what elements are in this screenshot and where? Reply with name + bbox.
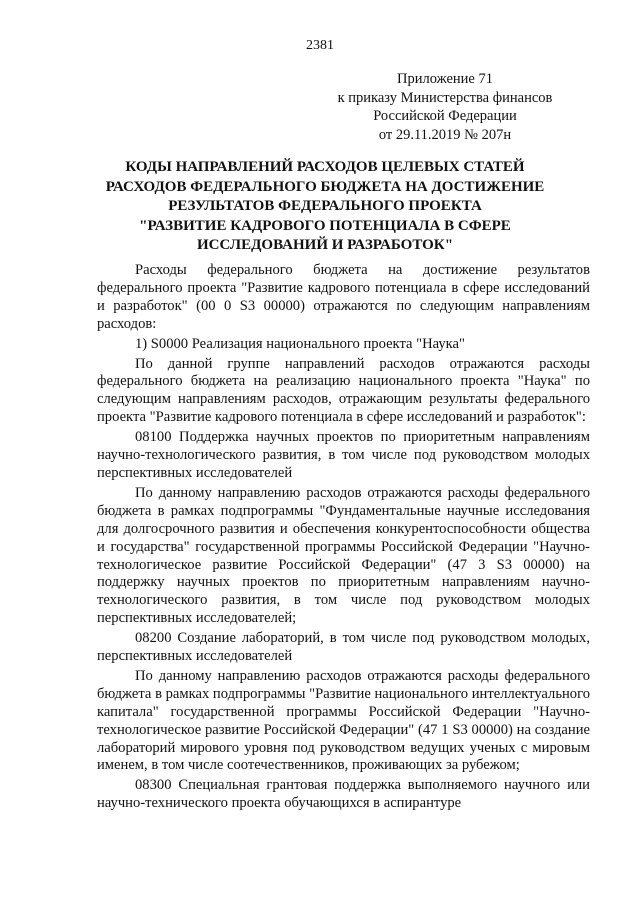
section-heading: 1) S0000 Реализация национального проекта "Наука" (135, 335, 465, 352)
body-paragraph: По данному направлению расходов отражаются расходы федерального бюджета в рамках подпрограммы "Развитие национального интеллектуального капитала" государственной программы Российской Федерации "Научно-технологическое развитие Российской Федерации" (47 1 S3 00000) на создание лабораторий мирового уровня под руководством ведущих ученых с мировым именем, в том числе соотечественников, проживающих за рубежом; (97, 667, 590, 774)
title-line: РАСХОДОВ ФЕДЕРАЛЬНОГО БЮДЖЕТА НА ДОСТИЖЕНИЕ (105, 178, 545, 195)
title-line: РЕЗУЛЬТАТОВ ФЕДЕРАЛЬНОГО ПРОЕКТА (168, 198, 482, 214)
title-line: ИССЛЕДОВАНИЙ И РАЗРАБОТОК" (196, 237, 454, 253)
body-paragraph: Расходы федерального бюджета на достижение результатов федерального проекта "Развитие кадрового потенциала в сфере исследований и разработок" (00 0 S3 00000) отражаются по следующим направлениям расходов: (97, 262, 590, 332)
expense-code-heading: 08100 Поддержка научных проектов по приоритетным направлениям научно-технологического развития, в том числе под руководством молодых перспективных исследователей (97, 429, 590, 481)
appendix-line: от 29.11.2019 № 207н (378, 126, 512, 143)
document-body (97, 262, 590, 815)
title-line: КОДЫ НАПРАВЛЕНИЙ РАСХОДОВ ЦЕЛЕВЫХ СТАТЕЙ (125, 159, 525, 175)
expense-code-heading: 08200 Создание лабораторий, в том числе под руководством молодых, перспективных исследователей (97, 630, 590, 665)
body-paragraph: По данному направлению расходов отражаются расходы федерального бюджета в рамках подпрограммы "Фундаментальные научные исследования для долгосрочного развития и обеспечения конкурентоспособности общества и государства" государственной программы Российской Федерации "Научно-технологическое развитие Российской Федерации" (47 3 S3 00000) на поддержку научных проектов по приоритетным направлениям научно-технологического развития, в том числе под руководством молодых перспективных исследователей; (97, 484, 590, 627)
title-line: "РАЗВИТИЕ КАДРОВОГО ПОТЕНЦИАЛА В СФЕРЕ (139, 217, 511, 234)
appendix-line: Российской Федерации (373, 108, 517, 124)
page-number: 2381 (306, 38, 334, 53)
appendix-header (330, 70, 560, 144)
body-paragraph: По данной группе направлений расходов отражаются расходы федерального бюджета на реализацию национального проекта "Наука" по следующим направлениям расходов, отражающим результаты федерального проекта "Развитие кадрового потенциала в сфере исследований и разработок": (97, 355, 590, 426)
appendix-line: Приложение 71 (397, 71, 493, 87)
appendix-line: к приказу Министерства финансов (337, 89, 553, 106)
expense-code-heading: 08300 Специальная грантовая поддержка выполняемого научного или научно-технического проекта обучающихся в аспирантуре (97, 777, 590, 812)
document-title (90, 158, 560, 256)
